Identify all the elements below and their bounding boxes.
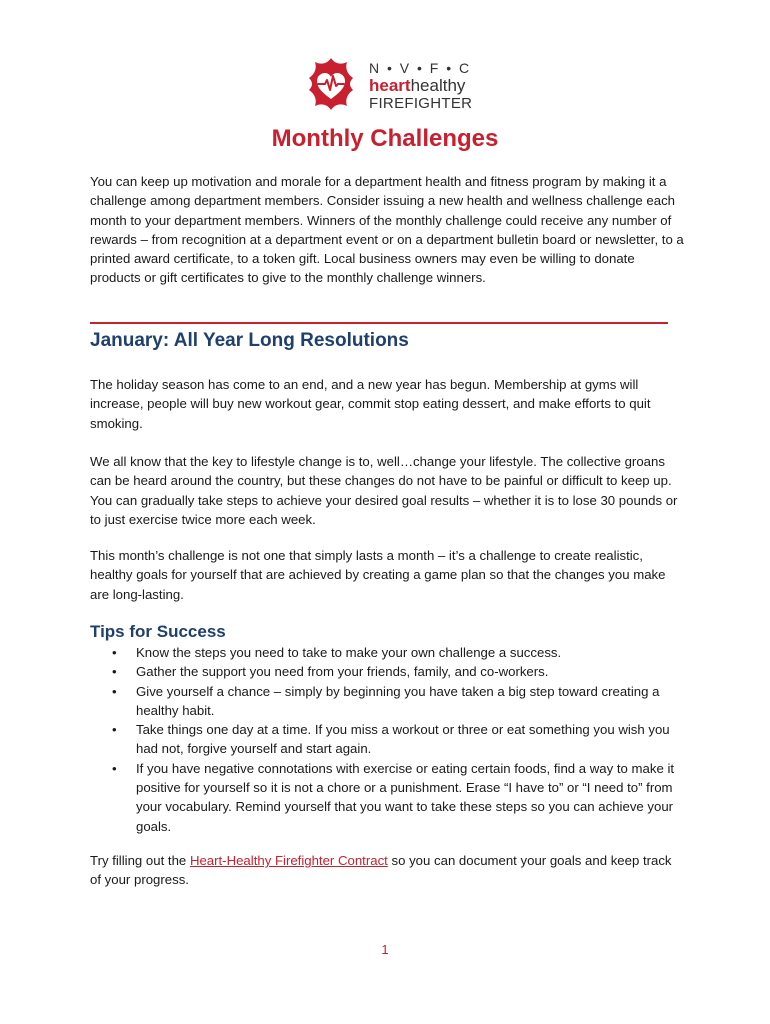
- tips-list: [90, 643, 685, 836]
- logo-tagline: [369, 77, 479, 95]
- contract-link[interactable]: Heart-Healthy Firefighter Contract: [189, 853, 388, 868]
- tip-text: If you have negative connotations with exercise or eating certain foods, find a way to make it positive for yourself so it is not a chore or a punishment. Erase “I have to” or “I need to” from your vocabulary. Remind yourself that you want to take these steps so you can achieve your goals.: [136, 760, 675, 834]
- page-title: Monthly Challenges: [271, 125, 499, 152]
- paragraph-holiday: The holiday season has come to an end, and a new year has begun. Membership at gyms will increase, people will buy new workout gear, commit stop eating dessert, and make efforts to quit smoking.: [90, 377, 651, 431]
- list-item: [90, 720, 685, 759]
- tip-text: Give yourself a chance – simply by beginning you have taken a big step toward creating a healthy habit.: [136, 683, 660, 718]
- intro-paragraph: You can keep up motivation and morale for a department health and fitness program by making it a challenge among department members. Consider issuing a new health and wellness challenge each month to your department members. Winners of the monthly challenge could receive any number of rewards – from recognition at a department event or on a department bulletin board or newsletter, to a printed award certificate, to a token gift. Local business owners may even be willing to donate products or gift certificates to give to the monthly challenge winners.: [90, 174, 684, 286]
- tip-text: Gather the support you need from your friends, family, and co-workers.: [136, 664, 549, 680]
- closing-text-after: so you can document your goals and keep track of your progress.: [90, 853, 672, 888]
- logo-org-name: N • V • F • C: [369, 60, 472, 76]
- section-divider: [90, 322, 668, 324]
- list-item: [90, 682, 685, 721]
- paragraph-challenge: This month’s challenge is not one that simply lasts a month – it’s a challenge to create realistic, healthy goals for yourself that are achieved by creating a game plan so that the changes you make are long-lasting.: [90, 548, 666, 602]
- logo-heart-word: heart: [369, 76, 411, 95]
- list-item: [90, 643, 685, 662]
- bullet-icon: •: [112, 683, 117, 699]
- list-item: [90, 759, 685, 836]
- tip-text: Know the steps you need to take to make your own challenge a success.: [136, 645, 562, 660]
- logo-wordmark: [369, 60, 479, 112]
- logo-firefighter-word: FIREFIGHTER: [369, 95, 473, 112]
- logo-healthy-word: healthy: [410, 76, 466, 95]
- tips-heading: Tips for Success: [90, 622, 226, 641]
- bullet-icon: •: [112, 760, 117, 776]
- bullet-icon: •: [112, 645, 117, 660]
- tip-text: Take things one day at a time. If you miss a workout or three or eat something you wish you had not, forgive yourself and start again.: [136, 722, 670, 757]
- page-number: 1: [381, 942, 389, 957]
- heart-ekg-maltese-cross-icon: [303, 56, 359, 112]
- bullet-icon: •: [112, 722, 117, 738]
- closing-text-before: Try filling out the: [90, 853, 190, 868]
- nvfc-logo: [303, 56, 473, 112]
- paragraph-lifestyle: We all know that the key to lifestyle change is to, well…change your lifestyle. The collective groans can be heard around the country, but these changes do not have to be painful or difficult to keep up. You can gradually take steps to achieve your desired goal results – whether it is to lose 30 pounds or to just exercise twice more each week.: [90, 454, 678, 527]
- closing-paragraph: [90, 851, 685, 890]
- month-heading: January: All Year Long Resolutions: [90, 330, 409, 351]
- bullet-icon: •: [112, 664, 117, 680]
- list-item: [90, 662, 685, 681]
